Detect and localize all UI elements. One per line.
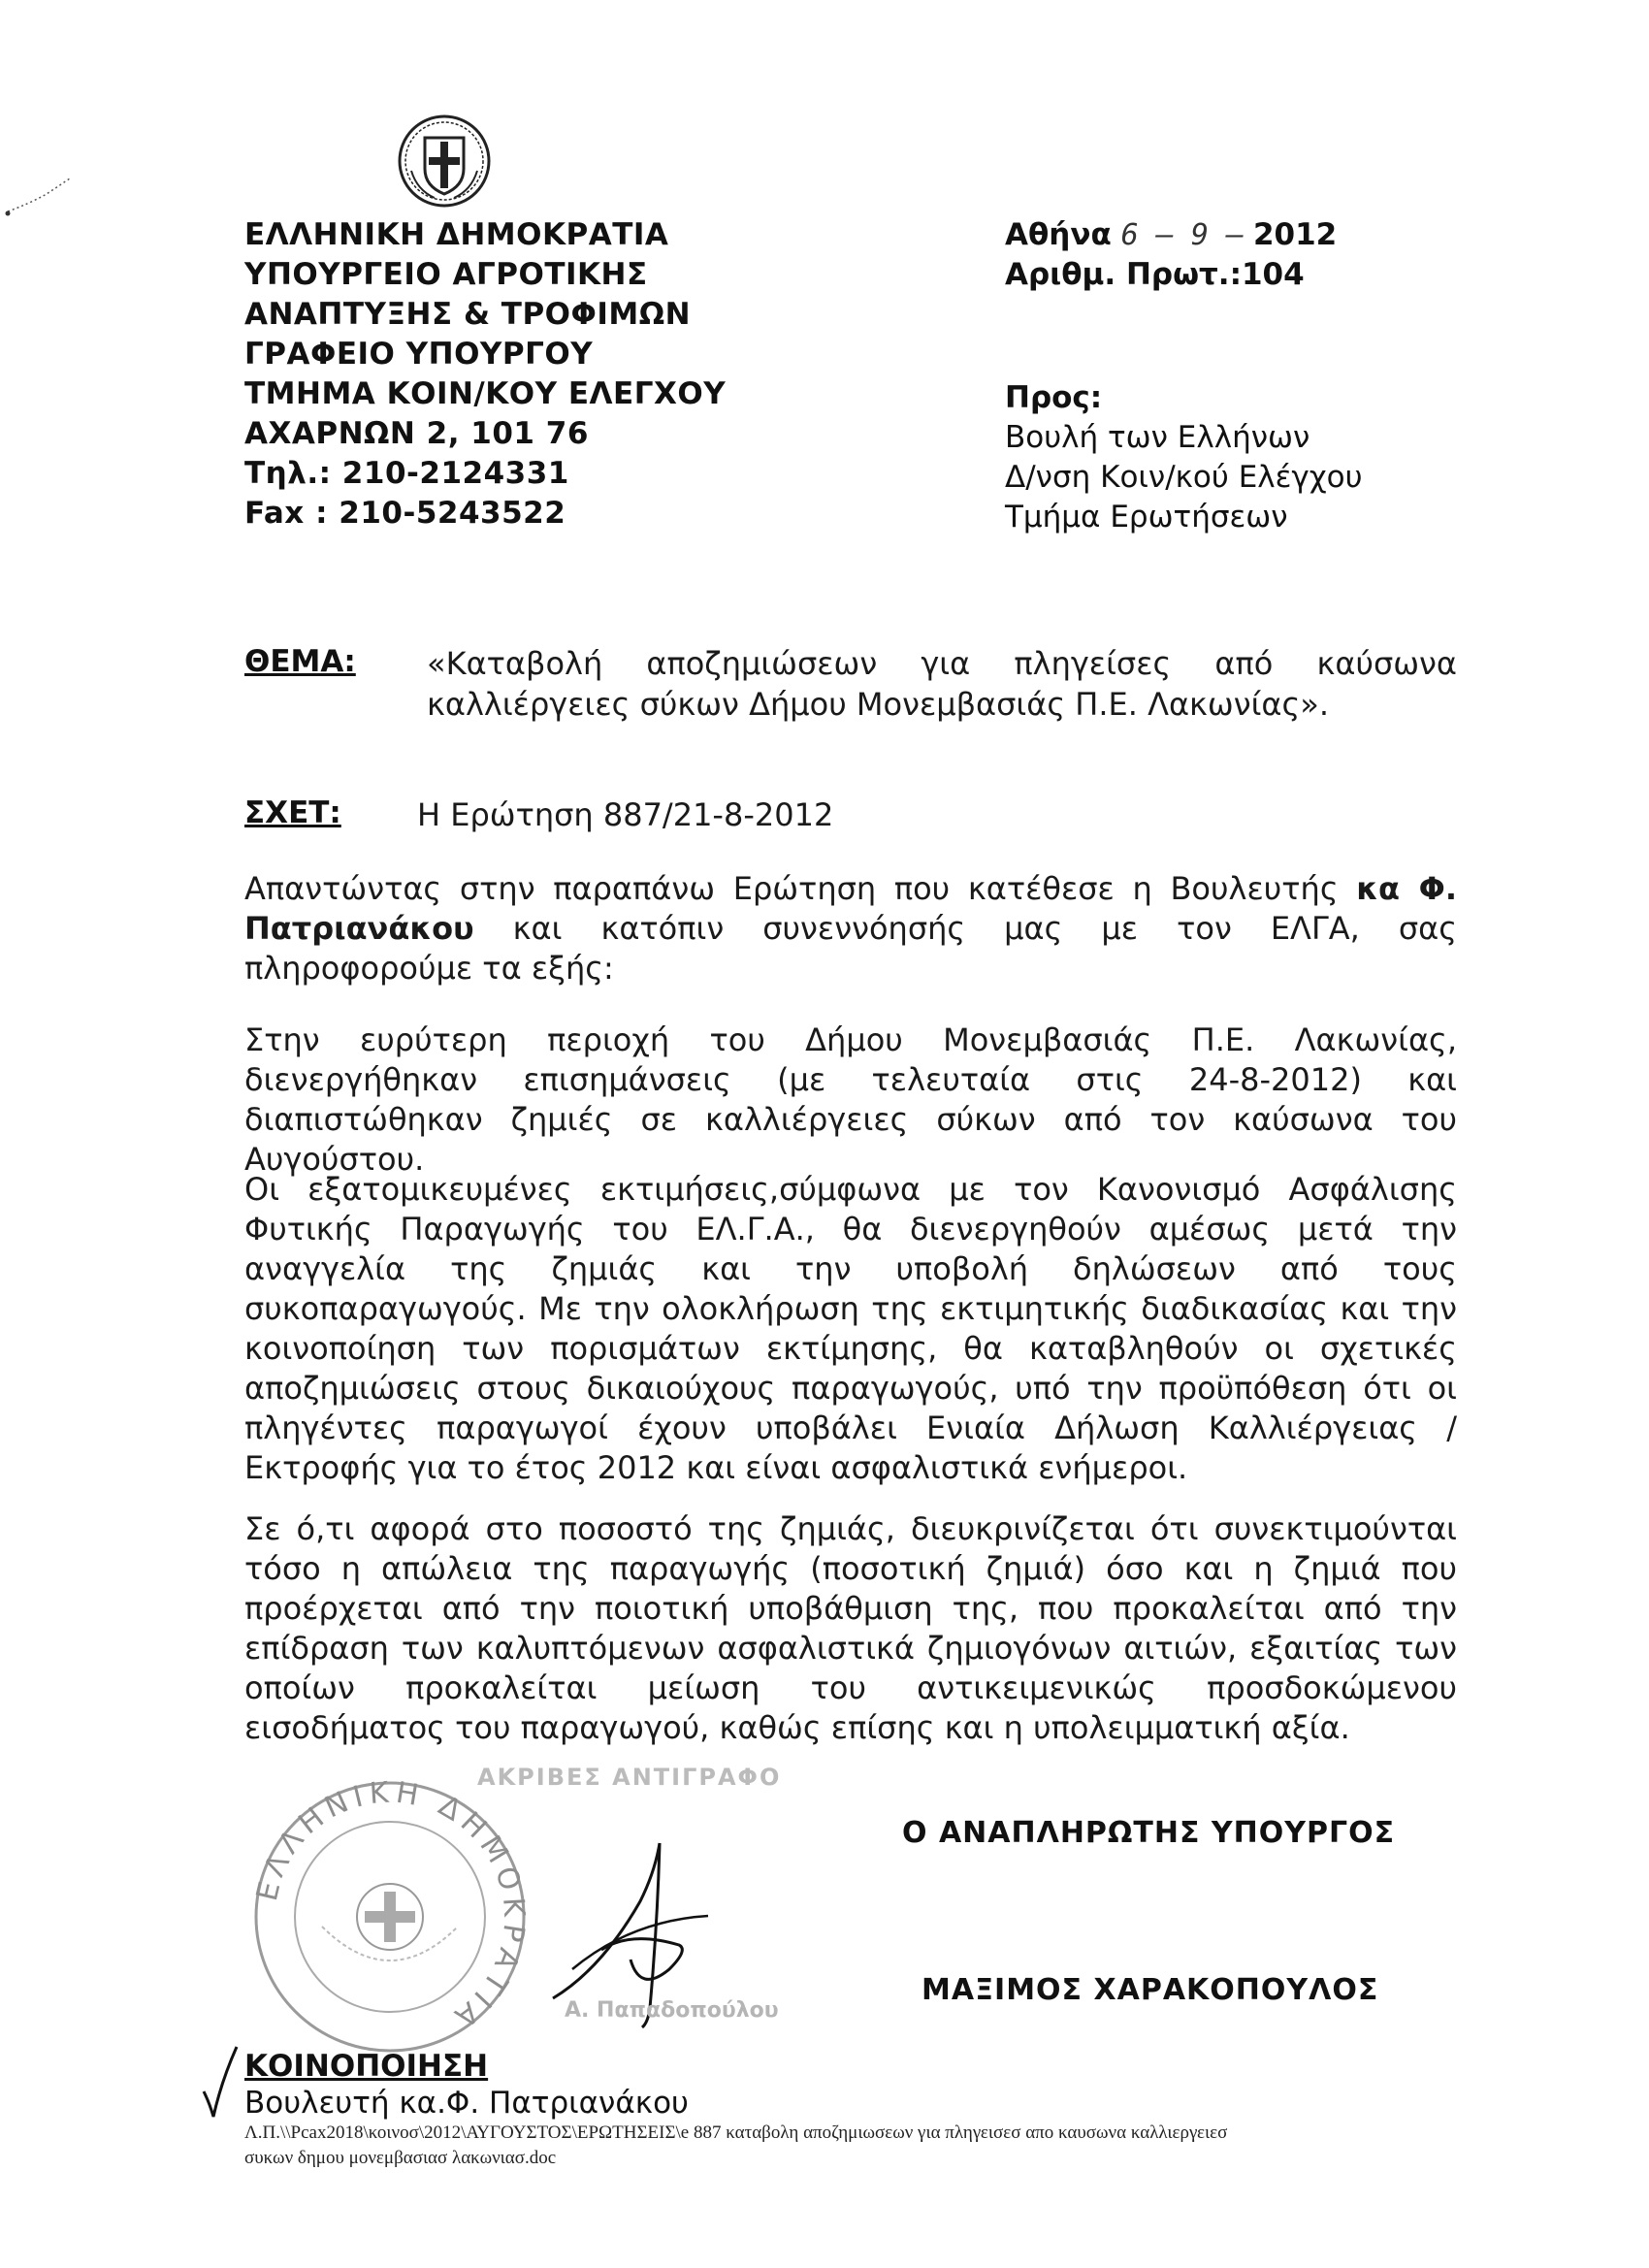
file-path-footer xyxy=(244,2121,1467,2171)
protocol-number: Αριθμ. Πρωτ.:104 xyxy=(1005,257,1305,292)
svg-text:ΕΛΛΗΝΙΚΗ ΔΗΜΟΚΡΑΤΙΑ: ΕΛΛΗΝΙΚΗ ΔΗΜΟΚΡΑΤΙΑ xyxy=(249,1775,532,2037)
p1-start: Απαντώντας στην παραπάνω Ερώτηση που κατέθεσε η Βουλευτής xyxy=(244,870,1339,907)
checkmark-icon xyxy=(200,2043,239,2121)
issuer-line: ΑΧΑΡΝΩΝ 2, 101 76 xyxy=(244,416,589,451)
issuer-line: ΕΛΛΗΝΙΚΗ ΔΗΜΟΚΡΑΤΙΑ xyxy=(244,217,669,252)
issuer-line: ΓΡΑΦΕΙΟ ΥΠΟΥΡΓΟΥ xyxy=(244,337,594,372)
date-year: 2012 xyxy=(1252,217,1338,252)
file-path-line: Λ.Π.\\Pcax2018\κοινοσ\2012\ΑΥΓΟΥΣΤΟΣ\ΕΡΩΤΗΣΕΙΣ\e 887 καταβολη αποζημιωσεων για πληγεισεσ απο καυσωνα καλλιεργειεσ xyxy=(244,2122,1228,2143)
subject-label: ΘΕΜΑ: xyxy=(244,644,356,679)
issuer-line: ΥΠΟΥΡΓΕΙΟ ΑΓΡΟΤΙΚΗΣ xyxy=(244,257,648,292)
recipient-line: Δ/νση Κοιν/κού Ελέγχου xyxy=(1005,460,1363,495)
date-prefix: Αθήνα xyxy=(1005,217,1112,252)
signatory-name: ΜΑΞΙΜΟΣ ΧΑΡΑΚΟΠΟΥΛΟΣ xyxy=(922,1973,1379,2007)
recipient-line: Τμήμα Ερωτήσεων xyxy=(1005,500,1288,535)
issuer-line: Fax : 210-5243522 xyxy=(244,496,566,531)
body-paragraph-2: Στην ευρύτερη περιοχή του Δήμου Μονεμβασιάς Π.Ε. Λακωνίας, διενεργήθηκαν επισημάνσεις (με τελευταία στις 24-8-2012) και διαπιστώθηκαν ζημιές σε καλλιέργειες σύκων από τον καύσωνα του Αυγούστου. xyxy=(244,1021,1457,1178)
date-handwritten: 6 – 9 – xyxy=(1120,218,1245,252)
copy-stamp-text: ΑΚΡΙΒΕΣ ΑΝΤΙΓΡΑΦΟ xyxy=(477,1764,782,1791)
cc-recipient: Βουλευτή κα.Φ. Πατριανάκου xyxy=(244,2086,689,2121)
body-paragraph-1 xyxy=(244,869,1457,988)
date-protocol-block xyxy=(1005,215,1509,295)
greek-emblem-icon xyxy=(396,113,493,210)
scan-mark-icon xyxy=(0,175,87,233)
copy-certifier-name: Α. Παπαδοπούλου xyxy=(565,1998,779,2023)
body-paragraph-4: Σε ό,τι αφορά στο ποσοστό της ζημιάς, διευκρινίζεται ότι συνεκτιμούνται τόσο η απώλεια της παραγωγής (ποσοτική ζημιά) όσο και η ζημιά που προέρχεται από την ποιοτική υποβάθμιση της, που προκαλείται από την επίδραση των καλυπτόμενων ασφαλιστικά ζημιογόνων αιτιών, εξαιτίας των οποίων προκαλείται μείωση του αντικειμενικώς προσδοκώμενου εισοδήματος του παραγωγού, καθώς επίσης και η υπολειμματική αξία. xyxy=(244,1510,1457,1746)
subject-line-2: καλλιέργειες σύκων Δήμου Μονεμβασιάς Π.Ε. Λακωνίας». xyxy=(427,686,1330,723)
date-line xyxy=(1005,215,1509,255)
reference-label: ΣΧΕΤ: xyxy=(244,795,341,830)
issuer-line: Τηλ.: 210-2124331 xyxy=(244,456,569,491)
issuer-line: ΑΝΑΠΤΥΞΗΣ & ΤΡΟΦΙΜΩΝ xyxy=(244,297,692,332)
recipient-line: Βουλή των Ελλήνων xyxy=(1005,420,1310,455)
p1-end: και κατόπιν συνεννόησής μας με τον ΕΛΓΑ, σας πληροφορούμε τα εξής: xyxy=(244,910,1458,987)
reference-text: Η Ερώτηση 887/21-8-2012 xyxy=(417,796,834,833)
cc-label: ΚΟΙΝΟΠΟΙΗΣΗ xyxy=(244,2049,489,2084)
body-paragraph-3: Οι εξατομικευμένες εκτιμήσεις,σύμφωνα με τον Κανονισμό Ασφάλισης Φυτικής Παραγωγής του ΕΛ.Γ.Α., θα διενεργηθούν αμέσως μετά την αναγγελία της ζημιάς και την υποβολή δηλώσεων από τους συκοπαραγωγούς. Με την ολοκλήρωση της εκτιμητικής διαδικασίας και την κοινοποίηση των πορισμάτων εκτίμησης, θα καταβληθούν οι σχετικές αποζημιώσεις στους δικαιούχους παραγωγούς, υπό την προϋπόθεση ότι οι πληγέντες παραγωγοί έχουν υποβάλει Ενιαία Δήλωση Καλλιέργειας /Εκτροφής για το έτος 2012 και είναι ασφαλιστικά ενήμεροι. xyxy=(244,1171,1457,1486)
recipients-block xyxy=(1005,378,1548,537)
recipients-label: Προς: xyxy=(1005,380,1103,415)
signatory-title: Ο ΑΝΑΠΛΗΡΩΤΗΣ ΥΠΟΥΡΓΟΣ xyxy=(902,1816,1396,1850)
p1-name: κα Φ. Πατριανάκου xyxy=(244,870,1458,947)
file-path-line: συκων δημου μονεμβασιασ λακωνιασ.doc xyxy=(244,2148,557,2168)
subject-line-1: «Καταβολή αποζημιώσεων για πληγείσες από καύσωνα xyxy=(427,645,1457,682)
issuer-line: ΤΜΗΜΑ ΚΟΙΝ/ΚΟΥ ΕΛΕΓΧΟΥ xyxy=(244,376,727,411)
issuer-block xyxy=(244,215,788,534)
official-seal-icon xyxy=(244,1771,535,2062)
